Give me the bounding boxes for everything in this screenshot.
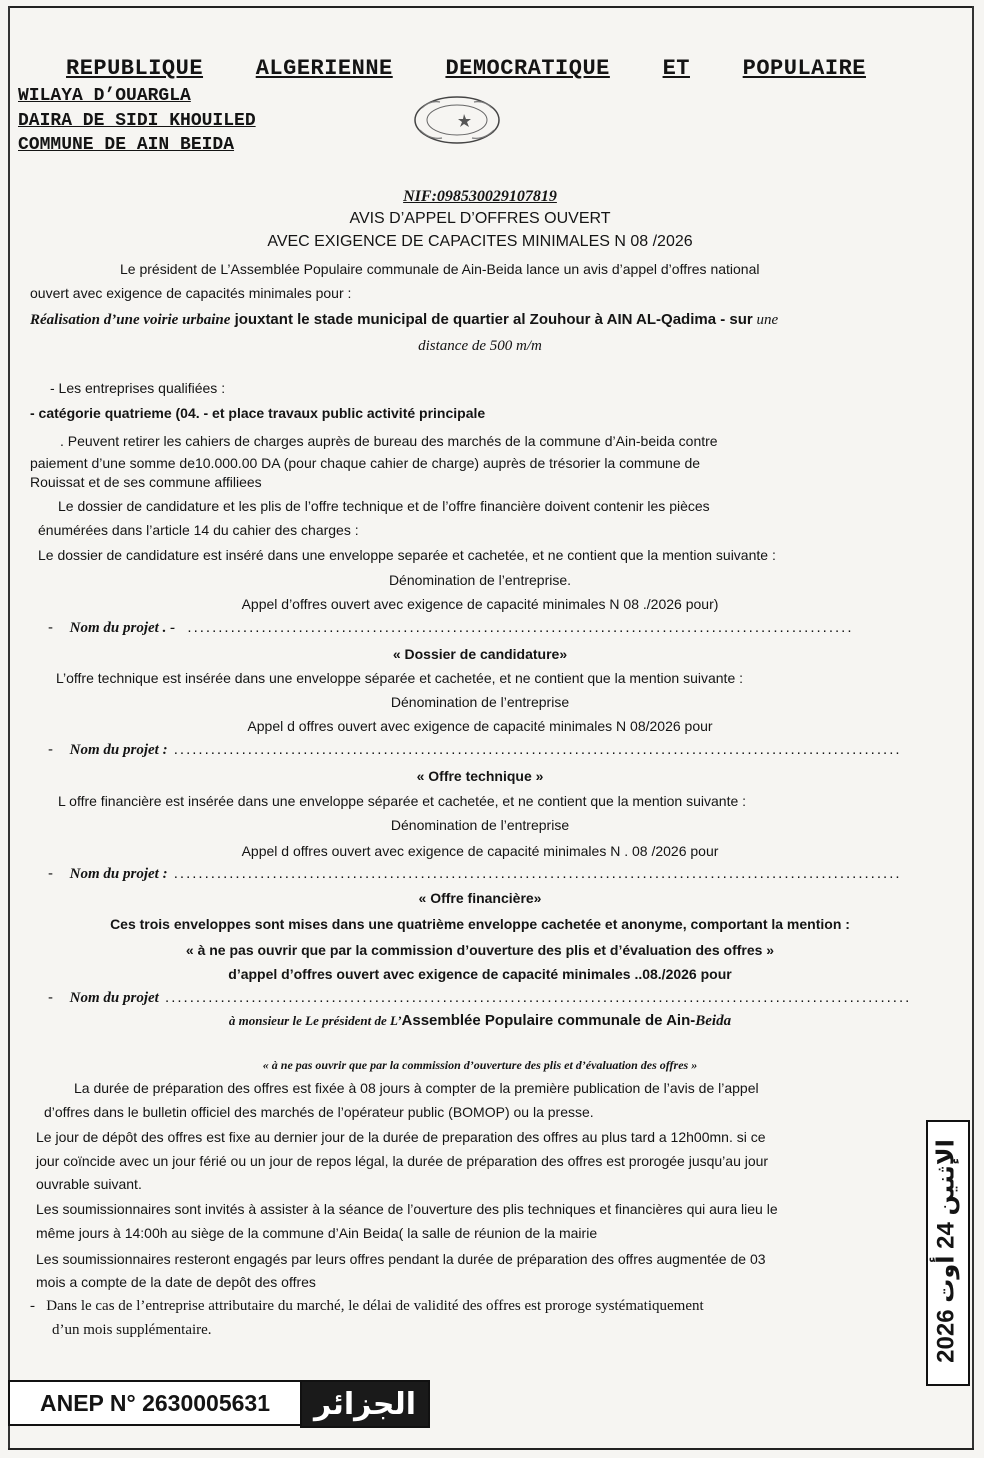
project-name-label: Nom du projet : [69, 742, 168, 758]
project-italic: Réalisation d’une voirie urbaine [30, 312, 231, 328]
commune-line: COMMUNE DE AIN BEIDA [18, 135, 235, 155]
project-name-line-2 [48, 741, 902, 759]
extension-line-1 [30, 1298, 920, 1315]
label-offre-financiere: « Offre financière» [418, 890, 542, 906]
dotted-leader: ...................................................................................................................... [167, 741, 902, 758]
notice-subtitle: AVEC EXIGENCE DE CAPACITES MINIMALES N 08 /2026 [267, 233, 693, 250]
candidature-appel: Appel d’offres ouvert avec exigence de capacité minimales N 08 ./2026 pour) [241, 596, 719, 612]
project-name-label: Nom du projet [69, 990, 159, 1006]
project-name-line-1 [48, 619, 854, 637]
retrieve-line-1: . Peuvent retirer les cahiers de charges auprès de bureau des marchés de la commune d’Ain-beida contre [60, 433, 718, 449]
daira-line: DAIRA DE SIDI KHOUILED [18, 111, 256, 131]
frame-border-top [8, 6, 974, 8]
validity-line-1: Les soumissionnaires resteront engagés par leurs offres pendant la durée de préparation des offres augmentée de 03 [36, 1251, 766, 1267]
label-dossier-candidature: « Dossier de candidature» [392, 646, 568, 662]
do-not-open-mention: « à ne pas ouvrir que par la commission d’ouverture des plis et d’évaluation des offres » [262, 1058, 698, 1072]
technical-appel: Appel d offres ouvert avec exigence de capacité minimales N 08/2026 pour [247, 718, 713, 734]
newspaper-logo: الجزائر [300, 1380, 430, 1428]
project-name-label: Nom du projet : [69, 866, 168, 882]
three-envelopes-line-3: d’appel d’offres ouvert avec exigence de capacité minimales ..08./2026 pour [228, 966, 732, 982]
wilaya-line: WILAYA D’OUARGLA [18, 86, 191, 106]
republic-header [66, 56, 866, 81]
address-bold: Assemblée Populaire communale de Ain- [401, 1012, 696, 1029]
dash: - [48, 865, 70, 882]
retrieve-line-3: Rouissat et de ses commune affiliees [30, 474, 262, 490]
nif-number: NIF:098530029107819 [403, 188, 557, 205]
project-name-line-4 [48, 989, 911, 1007]
state-emblem-icon [412, 94, 502, 146]
intro-line-1: Le président de L’Assemblée Populaire communale de Ain-Beida lance un avis d’appel d’offres national [120, 261, 760, 277]
duration-line-2: d’offres dans le bulletin officiel des marchés de l’opérateur public (BOMOP) ou la presse. [44, 1104, 594, 1120]
intro-line-2: ouvert avec exigence de capacités minimales pour : [30, 285, 352, 301]
retrieve-line-2: paiement d’une somme de10.000.00 DA (pour chaque cahier de charge) auprès de trésorier la commune de [30, 455, 701, 471]
project-distance: distance de 500 m/m [418, 338, 542, 354]
duration-line-1: La durée de préparation des offres est fixée à 08 jours à compter de la première publication de l’avis de l’appel [74, 1080, 759, 1096]
candidature-denomination: Dénomination de l’entreprise. [388, 572, 572, 588]
dossier-line-1: Le dossier de candidature et les plis de l’offre technique et de l’offre financière doivent contenir les pièces [58, 498, 710, 514]
republic-word: DEMOCRATIQUE [445, 56, 610, 81]
project-description [30, 311, 930, 329]
dotted-leader: ............................................................................................................ [175, 619, 854, 636]
dotted-leader: ......................................................................................................................... [158, 989, 912, 1006]
project-bold: jouxtant le stade municipal de quartier al Zouhour à AIN AL-Qadima - sur [230, 311, 753, 328]
candidature-intro: Le dossier de candidature est inséré dans une enveloppe separée et cachetée, et ne contient que la mention suivante : [38, 547, 776, 563]
republic-word: ET [662, 56, 690, 81]
republic-word: REPUBLIQUE [66, 56, 204, 81]
address-line [20, 1012, 940, 1030]
label-offre-technique: « Offre technique » [416, 768, 544, 784]
financial-denomination: Dénomination de l’entreprise [390, 817, 570, 833]
deposit-line-2: jour coïncide avec un jour férié ou un jour de repos légal, la durée de préparation des offres est prorogée jusqu’au jour [36, 1153, 769, 1169]
notice-title: AVIS D’APPEL D’OFFRES OUVERT [349, 210, 611, 227]
dash: - [48, 989, 70, 1006]
extension-text: Dans le cas de l’entreprise attributaire du marché, le délai de validité des offres est proroge systématiquement [46, 1298, 704, 1314]
frame-border-bottom [8, 1448, 974, 1450]
frame-border-left [8, 6, 10, 1450]
financial-intro: L offre financière est insérée dans une enveloppe séparée et cachetée, et ne contient que la mention suivante : [58, 793, 747, 809]
dash: - [48, 619, 70, 636]
category-line: - catégorie quatrieme (04. - et place travaux public activité principale [30, 405, 486, 421]
dash: - [30, 1298, 47, 1314]
qualified-line: - Les entreprises qualifiées : [50, 380, 226, 396]
publication-date: الإثنين 24 أوت 2026 [932, 1139, 960, 1363]
three-envelopes-line-1: Ces trois enveloppes sont mises dans une quatrième enveloppe cachetée et anonyme, comportant la mention : [110, 916, 850, 932]
dash: - [48, 741, 70, 758]
project-name-line-3 [48, 865, 902, 883]
validity-line-2: mois a compte de la date de depôt des offres [36, 1274, 316, 1290]
frame-border-right [972, 6, 974, 1450]
project-name-label: Nom du projet . - [69, 620, 176, 636]
republic-word: POPULAIRE [742, 56, 866, 81]
dossier-line-2: énumérées dans l’article 14 du cahier des charges : [38, 522, 359, 538]
opening-line-2: même jours à 14:00h au siège de la commune d’Ain Beida( la salle de réunion de la mairie [36, 1225, 598, 1241]
technical-denomination: Dénomination de l’entreprise [390, 694, 570, 710]
three-envelopes-line-2: « à ne pas ouvrir que par la commission d’ouverture des plis et d’évaluation des offres » [185, 942, 775, 958]
dotted-leader: ...................................................................................................................... [167, 865, 902, 882]
technical-intro: L’offre technique est insérée dans une enveloppe séparée et cachetée, et ne contient que la mention suivante : [56, 670, 744, 686]
opening-line-1: Les soumissionnaires sont invités à assister à la séance de l’ouverture des plis techniques et financières qui aura lieu le [36, 1201, 778, 1217]
anep-reference: ANEP N° 2630005631 [8, 1380, 302, 1426]
republic-word: ALGERIENNE [255, 56, 393, 81]
project-end: une [752, 312, 779, 328]
address-italic: à monsieur le Le président de L’ [228, 1013, 402, 1028]
deposit-line-3: ouvrable suivant. [36, 1176, 142, 1192]
address-end: Beida [695, 1013, 732, 1029]
extension-line-2: d’un mois supplémentaire. [52, 1322, 212, 1338]
deposit-line-1: Le jour de dépôt des offres est fixe au dernier jour de la durée de preparation des offres au plus tard a 12h00mn. si ce [36, 1129, 766, 1145]
financial-appel: Appel d offres ouvert avec exigence de capacité minimales N . 08 /2026 pour [241, 843, 719, 859]
